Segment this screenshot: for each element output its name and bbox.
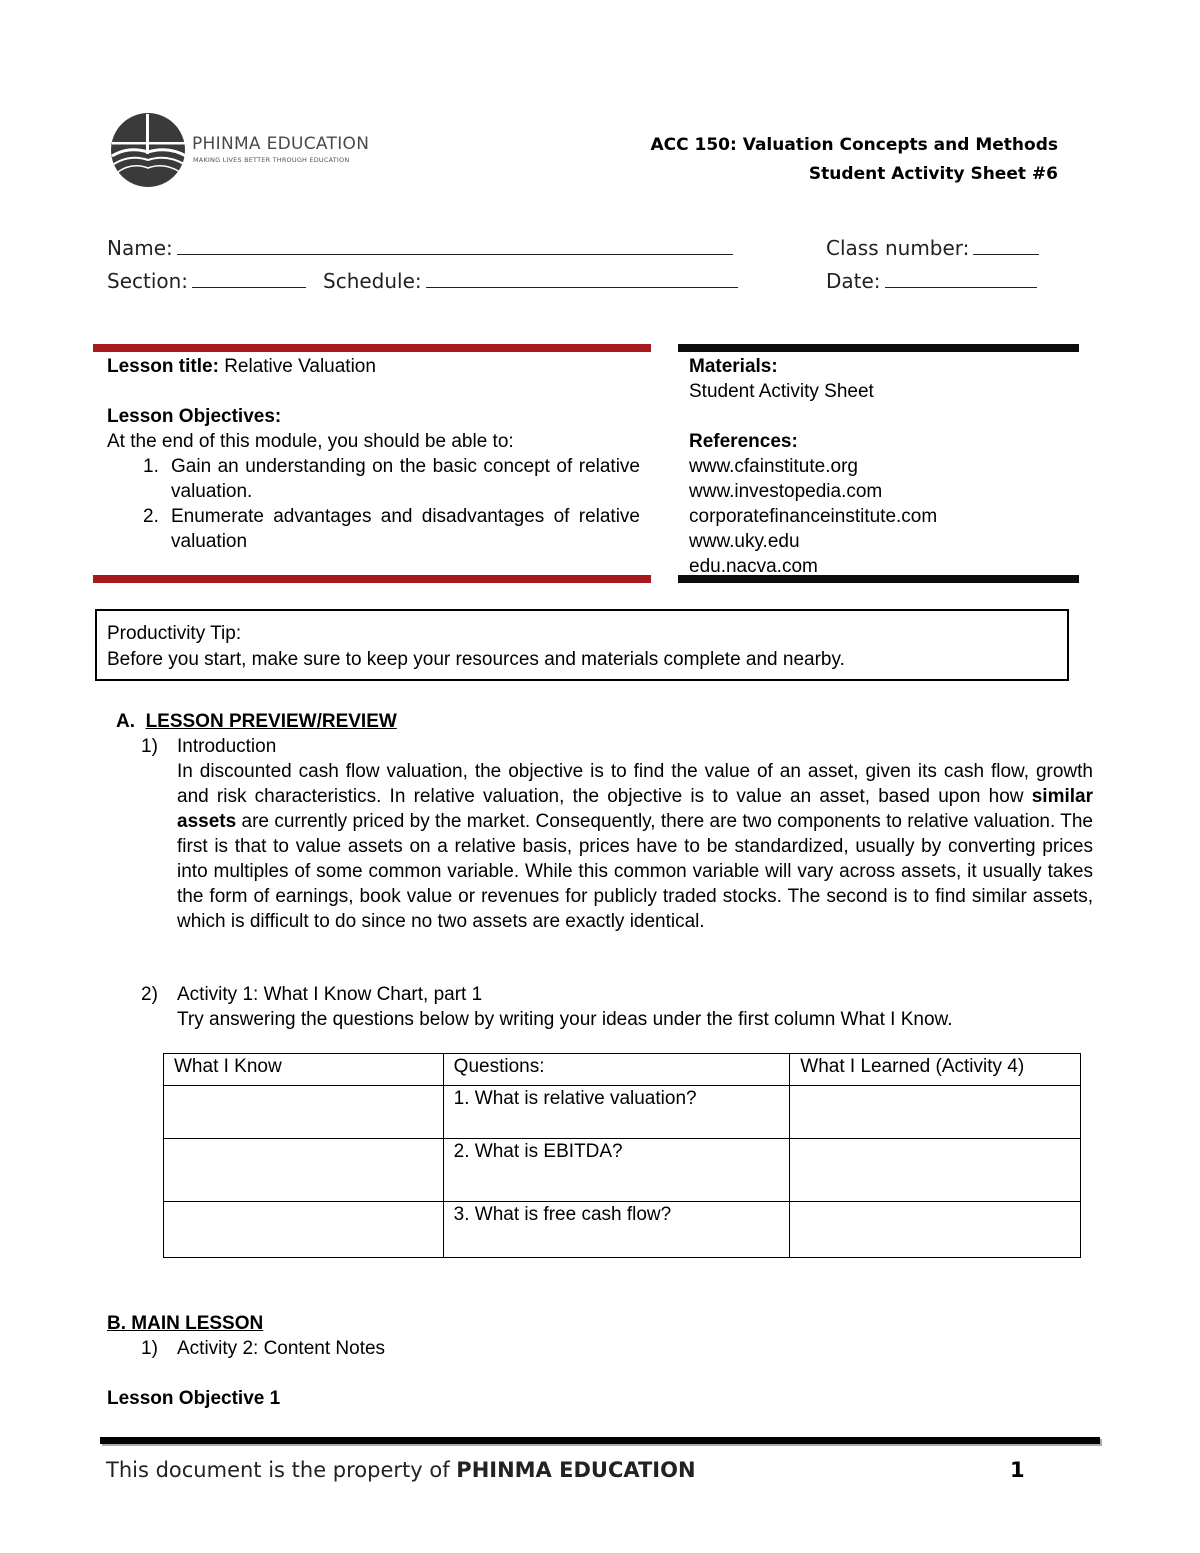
schedule-row [323,269,738,293]
course-header [651,131,1059,189]
section-a-heading: A. LESSON PREVIEW/REVIEW [116,711,397,732]
table-row [164,1086,1081,1139]
section-label: Section: [107,269,189,293]
sheet-title: Student Activity Sheet #6 [808,164,1058,184]
what-i-know-cell[interactable] [164,1139,444,1202]
date-label: Date: [826,269,881,293]
objectives-heading: Lesson Objectives: [107,406,282,427]
item1-block [177,734,1093,934]
section-b-item1-num: 1) [141,1338,158,1359]
item2-title: Activity 1: What I Know Chart, part 1 [177,984,483,1005]
date-row [826,269,1037,293]
productivity-tip-box [95,609,1069,681]
what-i-learned-cell[interactable] [790,1139,1081,1202]
item2-text: Try answering the questions below by writing your ideas under the first column What I Know. [177,1009,953,1030]
class-number-field[interactable] [973,236,1039,255]
item2-num: 2) [141,984,158,1005]
objectives-intro: At the end of this module, you should be able to: [107,431,514,452]
lesson-title: Lesson title: Relative Valuation [107,356,376,377]
what-i-know-table [163,1053,1081,1258]
what-i-learned-cell[interactable] [790,1086,1081,1139]
class-number-label: Class number: [826,236,970,260]
footer-brand: PHINMA EDUCATION [456,1458,696,1482]
materials-info [689,354,1069,579]
table-header: What I Know [164,1054,444,1086]
logo-emblem-icon [108,112,190,190]
reference-link[interactable]: corporatefinanceinstitute.com [689,506,938,527]
table-header: Questions: [443,1054,790,1086]
materials-top-bar [678,344,1079,352]
section-row [107,269,306,293]
lesson-top-bar [93,344,651,352]
question-cell: 2. What is EBITDA? [443,1139,790,1202]
table-header: What I Learned (Activity 4) [790,1054,1081,1086]
objectives-list [107,454,640,554]
lesson-info [107,354,640,554]
table-header-row [164,1054,1081,1086]
reference-link[interactable]: edu.nacva.com [689,556,818,577]
reference-link[interactable]: www.uky.edu [689,531,800,552]
item1-title: Introduction [177,736,277,757]
item2-block [177,982,1097,1032]
references-heading: References: [689,431,798,452]
course-title: ACC 150: Valuation Concepts and Methods [650,135,1058,155]
intro-paragraph: In discounted cash flow valuation, the objective is to find the value of an asset, given its cash flow, growth and risk characteristics. In relative valuation, the objective is to value an asset, based upon how similar assets are currently priced by the market. Consequently, there are two components to relative valuation. The first is that to value assets on a relative basis, prices have to be standardized, usually by converting prices into multiples of some common variable. While this common variable will vary across assets, it usually takes the form of earnings, book value or revenues for publicly traded stocks. The second is to find similar assets, which is difficult to do since no two assets are exactly identical. [177,761,1093,932]
date-field[interactable] [885,269,1037,288]
tip-text: Before you start, make sure to keep your resources and materials complete and nearby. [107,649,845,670]
lesson-objective-heading: Lesson Objective 1 [107,1388,281,1409]
materials-value: Student Activity Sheet [689,381,874,402]
tip-label: Productivity Tip: [107,623,242,644]
schedule-label: Schedule: [323,269,422,293]
name-label: Name: [107,236,173,260]
footer-text: This document is the property of PHINMA EDUCATION [106,1458,696,1482]
what-i-learned-cell[interactable] [790,1202,1081,1258]
logo-name: PHINMA EDUCATION [192,134,370,154]
question-cell: 3. What is free cash flow? [443,1202,790,1258]
logo-tagline: MAKING LIVES BETTER THROUGH EDUCATION [193,156,350,164]
item1-num: 1) [141,736,158,757]
list-item: 2. Enumerate advantages and disadvantages of relative valuation [143,506,640,552]
table-row [164,1202,1081,1258]
reference-link[interactable]: www.cfainstitute.org [689,456,858,477]
name-field-row [107,236,733,260]
section-field[interactable] [192,269,306,288]
class-number-row [826,236,1039,260]
question-cell: 1. What is relative valuation? [443,1086,790,1139]
name-field[interactable] [177,236,733,255]
section-b-item1-title: Activity 2: Content Notes [177,1338,386,1359]
section-b-heading: B. MAIN LESSON [107,1313,264,1334]
page-number: 1 [1010,1458,1025,1482]
what-i-know-cell[interactable] [164,1086,444,1139]
footer-divider [100,1437,1100,1444]
schedule-field[interactable] [426,269,738,288]
what-i-know-cell[interactable] [164,1202,444,1258]
materials-heading: Materials: [689,356,778,377]
table-row [164,1139,1081,1202]
reference-link[interactable]: www.investopedia.com [689,481,883,502]
section-a [116,709,1096,734]
list-item: 1. Gain an understanding on the basic concept of relative valuation. [143,456,640,502]
lesson-bottom-bar [93,575,651,583]
